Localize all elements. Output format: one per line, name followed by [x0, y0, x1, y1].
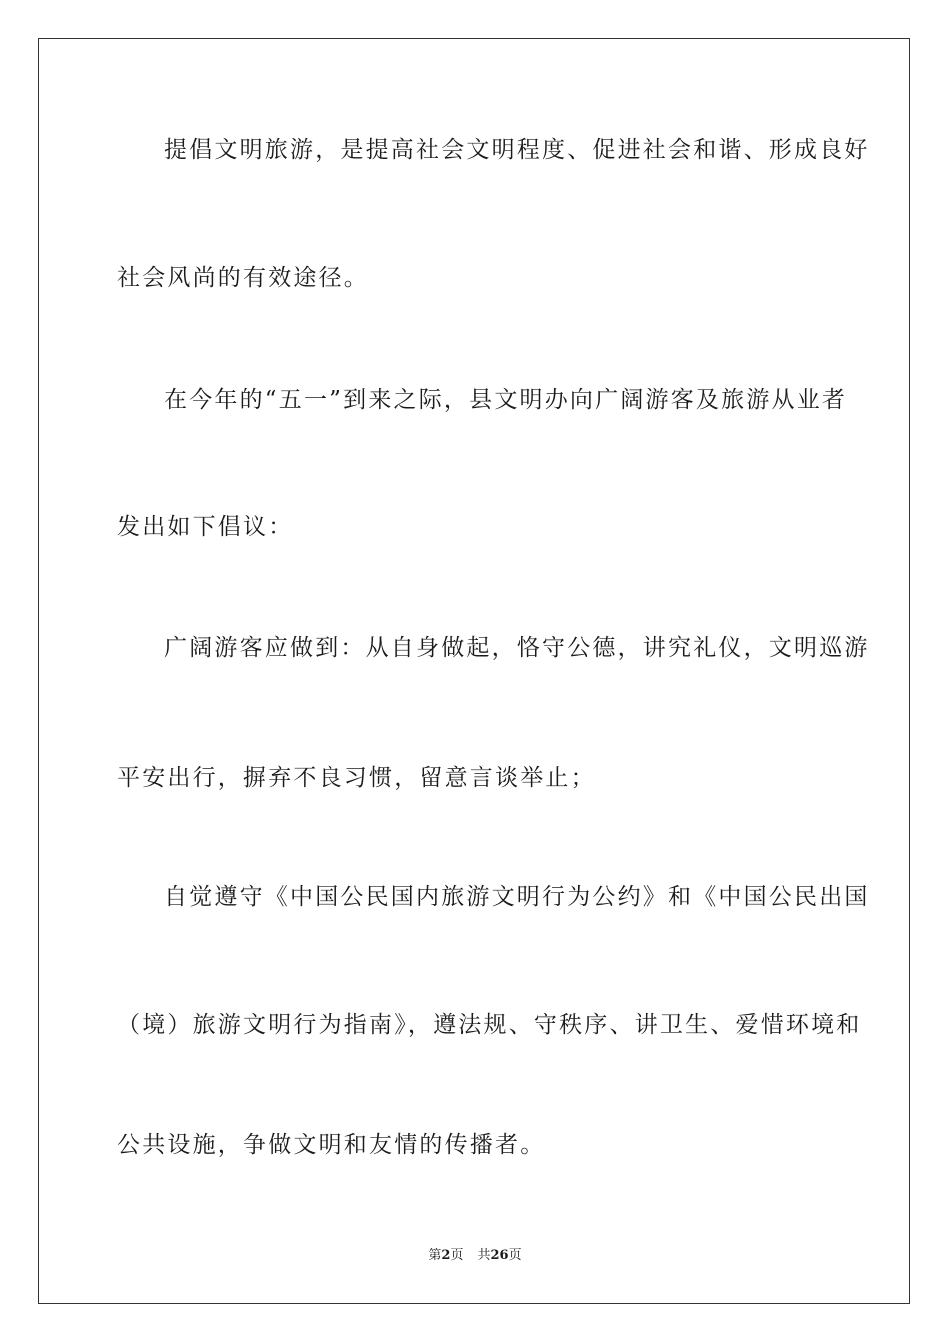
paragraph-3-line-1: 广阔游客应做到：从自身做起，恪守公德，讲究礼仪，文明巡游	[164, 635, 870, 661]
paragraph-1-line-2: 社会风尚的有效途径。	[117, 265, 369, 291]
page-border	[38, 38, 910, 1304]
paragraph-4-line-3: 公共设施，争做文明和友情的传播者。	[117, 1132, 546, 1158]
paragraph-3-line-2: 平安出行，摒弃不良习惯，留意言谈举止；	[117, 765, 596, 791]
page-footer	[0, 1247, 950, 1265]
paragraph-1-line-1: 提倡文明旅游，是提高社会文明程度、促进社会和谐、形成良好	[164, 137, 870, 163]
paragraph-2-line-1: 在今年的“五一”到来之际，县文明办向广阔游客及旅游从业者	[164, 387, 848, 413]
footer-total-prefix: 共	[477, 1248, 491, 1263]
footer-total-suffix: 页	[508, 1248, 522, 1263]
footer-page-prefix: 第	[428, 1248, 442, 1263]
footer-page-suffix: 页	[450, 1248, 464, 1263]
footer-total-pages: 26	[490, 1248, 509, 1263]
paragraph-2-line-2: 发出如下倡议：	[117, 514, 294, 540]
paragraph-4-line-1: 自觉遵守《中国公民国内旅游文明行为公约》和《中国公民出国	[164, 884, 870, 910]
footer-page-number: 2	[441, 1248, 451, 1263]
paragraph-4-line-2: （境）旅游文明行为指南》，遵法规、守秩序、讲卫生、爱惜环境和	[117, 1012, 862, 1038]
